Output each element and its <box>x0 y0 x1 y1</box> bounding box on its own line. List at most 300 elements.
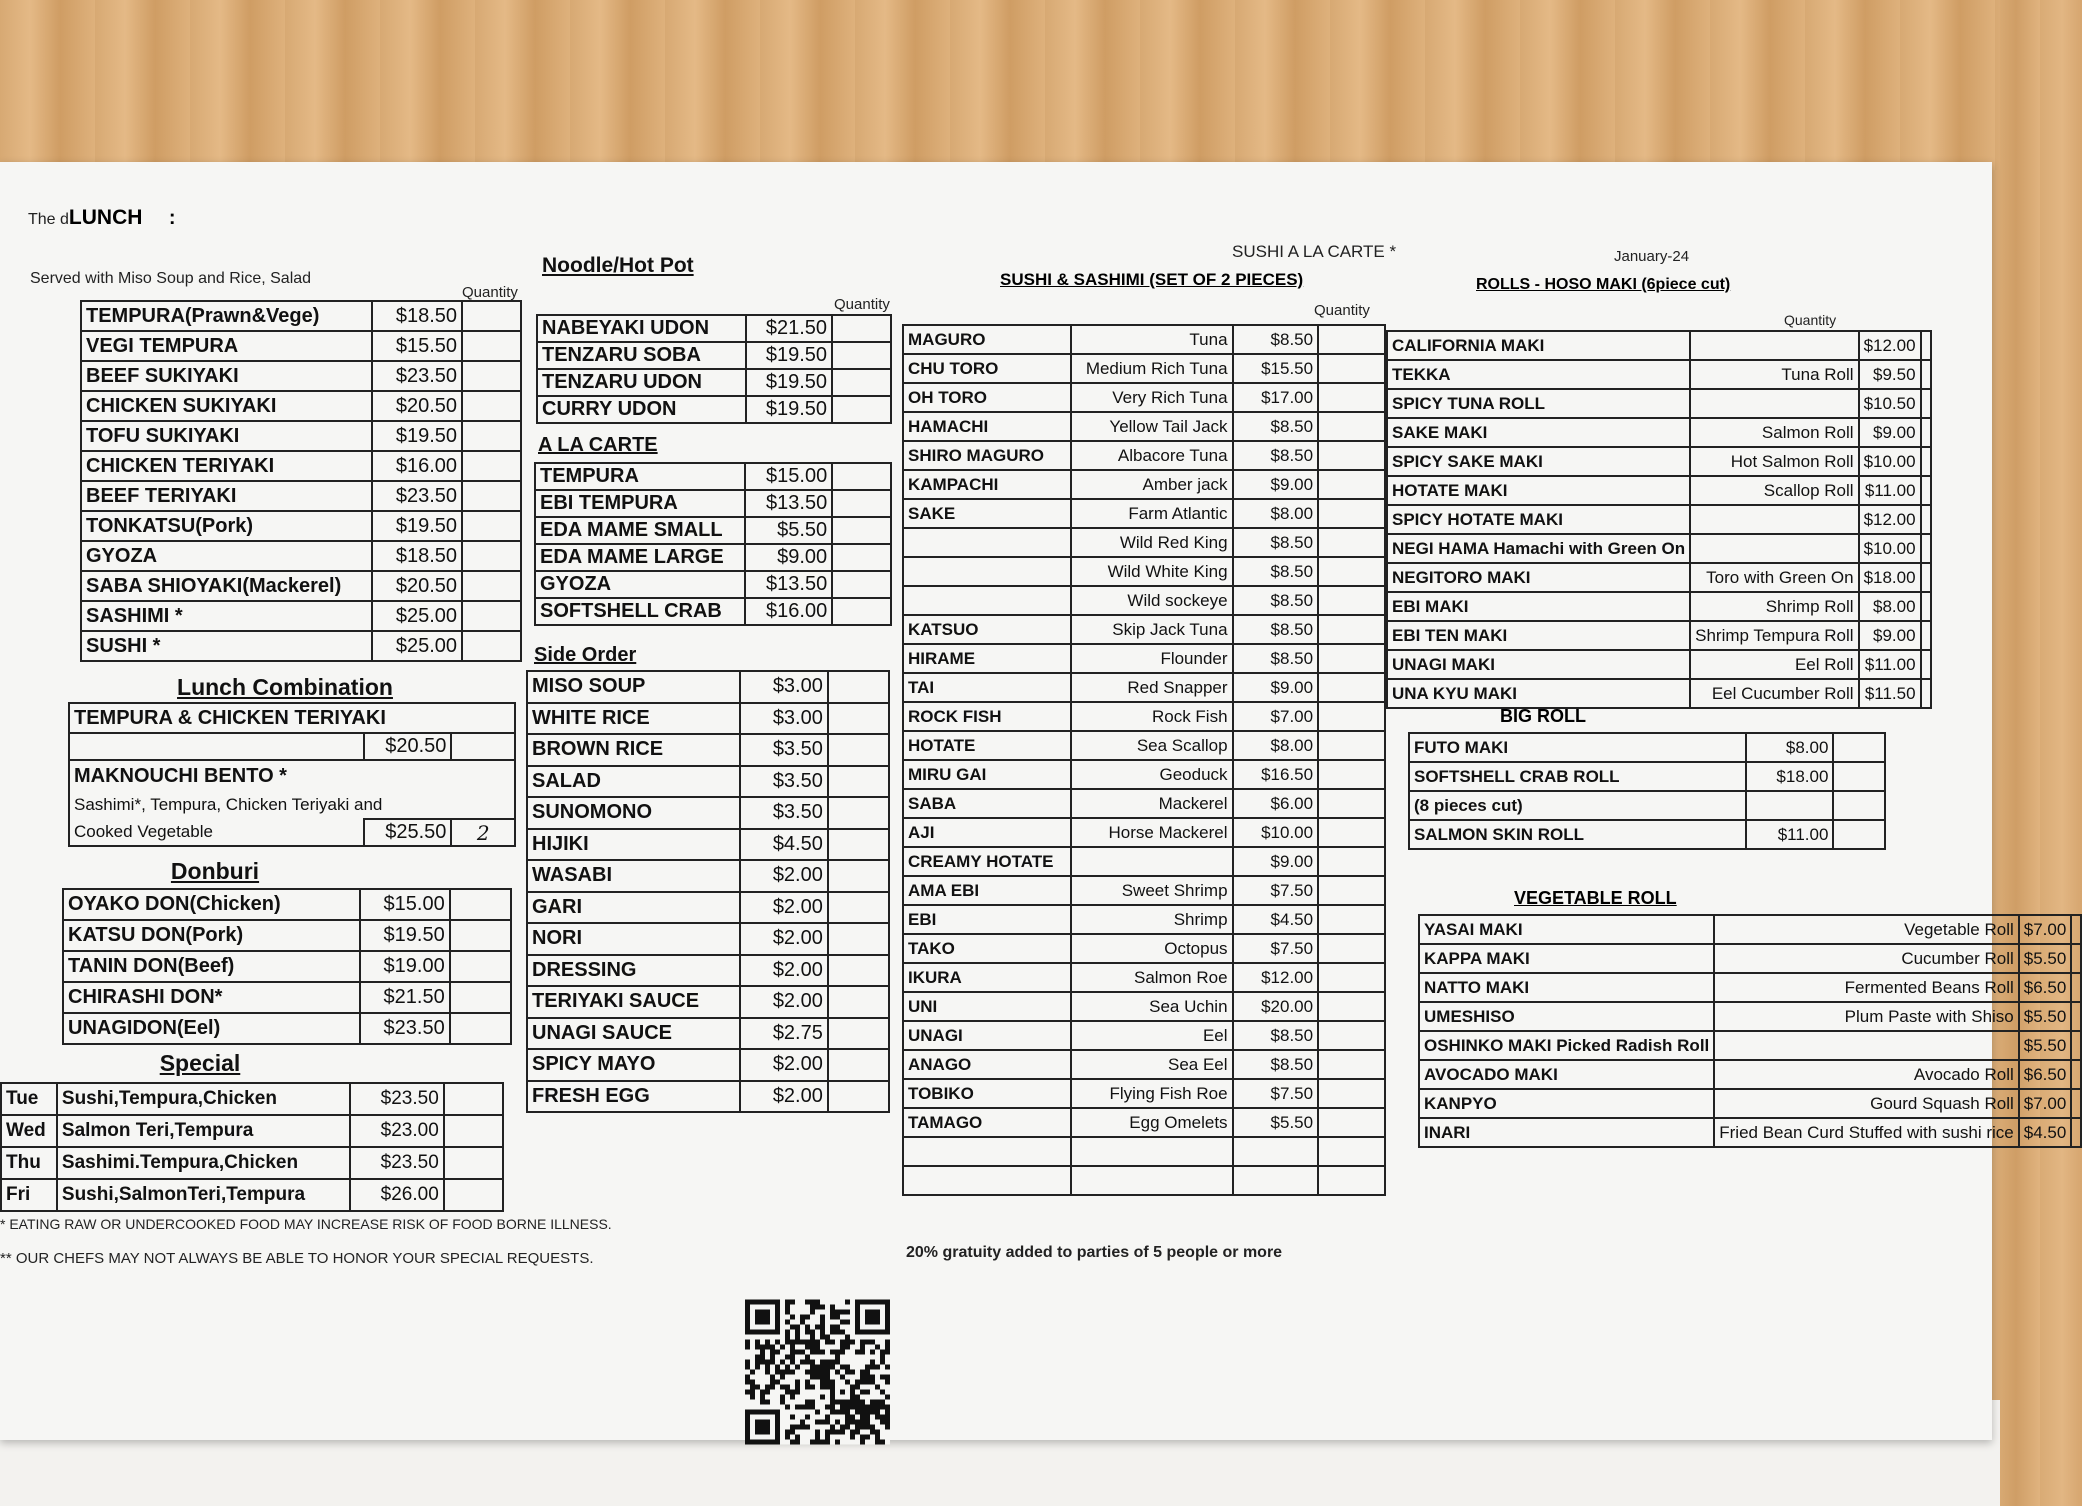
raw-food-warning: * EATING RAW OR UNDERCOOKED FOOD MAY INCREASE RISK OF FOOD BORNE ILLNESS. <box>0 1216 612 1232</box>
quantity-cell[interactable] <box>1318 673 1385 702</box>
item-name: UNAGI <box>903 1021 1071 1050</box>
quantity-cell[interactable] <box>1921 447 1931 476</box>
big-roll-title: BIG ROLL <box>1500 706 1586 726</box>
quantity-cell[interactable] <box>832 544 891 571</box>
item-price: $21.50 <box>360 982 450 1013</box>
item-price: $16.00 <box>745 598 833 625</box>
item-name: SOFTSHELL CRAB ROLL <box>1409 762 1746 791</box>
quantity-cell[interactable] <box>451 733 515 760</box>
roll-row <box>1387 331 1931 360</box>
roll-row <box>1387 563 1931 592</box>
item-description: Eel Cucumber Roll <box>1690 679 1858 708</box>
quantity-cell[interactable] <box>1921 534 1931 563</box>
quantity-cell[interactable] <box>832 396 891 423</box>
roll-row <box>1387 505 1931 534</box>
sushi-row <box>903 1021 1385 1050</box>
quantity-cell[interactable] <box>832 598 891 625</box>
item-price: $4.50 <box>1233 905 1319 934</box>
quantity-cell[interactable] <box>1318 441 1385 470</box>
quantity-cell[interactable] <box>828 1081 889 1113</box>
item-price: $8.00 <box>1859 592 1921 621</box>
item-name: OSHINKO MAKI Picked Radish Roll <box>1419 1031 1714 1060</box>
sushi-row <box>903 383 1385 412</box>
bento-quantity-handwritten[interactable]: 2 <box>451 819 515 846</box>
quantity-cell[interactable] <box>444 1115 503 1147</box>
side-order-table <box>526 670 890 1113</box>
quantity-cell[interactable] <box>828 797 889 829</box>
quantity-cell[interactable] <box>1318 963 1385 992</box>
quantity-cell[interactable] <box>462 571 521 601</box>
item-name: TENZARU UDON <box>537 369 746 396</box>
quantity-cell[interactable] <box>1318 557 1385 586</box>
quantity-cell[interactable] <box>832 369 891 396</box>
quantity-cell[interactable] <box>828 829 889 861</box>
alacarte-row <box>535 490 891 517</box>
item-description: Eel <box>1071 1021 1233 1050</box>
quantity-cell[interactable] <box>1318 1079 1385 1108</box>
item-description: Wild sockeye <box>1071 586 1233 615</box>
item-name: TERIYAKI SAUCE <box>527 986 740 1018</box>
sushi-row <box>903 934 1385 963</box>
quantity-cell[interactable] <box>2071 1118 2081 1147</box>
quantity-cell[interactable] <box>450 889 511 920</box>
day-label: Thu <box>1 1147 57 1179</box>
quantity-cell[interactable] <box>1921 476 1931 505</box>
item-description: Geoduck <box>1071 760 1233 789</box>
big-roll-row <box>1409 820 1885 849</box>
quantity-cell[interactable] <box>1833 762 1885 791</box>
quantity-cell[interactable] <box>1318 731 1385 760</box>
item-description: Fried Bean Curd Stuffed with sushi rice <box>1714 1118 2019 1147</box>
item-description: Octopus <box>1071 934 1233 963</box>
vegetable-roll-row <box>1419 1002 2081 1031</box>
item-price: $9.50 <box>1859 360 1921 389</box>
item-name: CALIFORNIA MAKI <box>1387 331 1690 360</box>
item-description <box>1690 534 1858 563</box>
sushi-row <box>903 1137 1385 1166</box>
item-name: NEGITORO MAKI <box>1387 563 1690 592</box>
item-price: $19.50 <box>746 369 832 396</box>
item-price: $3.00 <box>740 671 828 703</box>
item-price: $2.75 <box>740 1018 828 1050</box>
item-description: Tuna Roll <box>1690 360 1858 389</box>
combination-item-price: $20.50 <box>364 733 452 760</box>
quantity-cell[interactable] <box>828 892 889 924</box>
vegetable-roll-row <box>1419 1089 2081 1118</box>
quantity-cell[interactable] <box>462 511 521 541</box>
quantity-cell[interactable] <box>828 1049 889 1081</box>
sushi-row <box>903 789 1385 818</box>
item-name: UNAGI MAKI <box>1387 650 1690 679</box>
quantity-cell[interactable] <box>462 481 521 511</box>
item-name: IKURA <box>903 963 1071 992</box>
quantity-cell[interactable] <box>1318 702 1385 731</box>
sushi-row <box>903 441 1385 470</box>
item-price: $23.50 <box>372 481 462 511</box>
quantity-cell[interactable] <box>1318 528 1385 557</box>
item-description: Salmon Roll <box>1690 418 1858 447</box>
item-name: HIRAME <box>903 644 1071 673</box>
sushi-alacarte-label: SUSHI A LA CARTE * <box>1232 242 1397 261</box>
alacarte-row <box>535 544 891 571</box>
side-order-row <box>527 829 889 861</box>
special-table <box>0 1082 504 1212</box>
quantity-cell[interactable] <box>1921 592 1931 621</box>
sushi-row <box>903 992 1385 1021</box>
quantity-cell[interactable] <box>1921 679 1931 708</box>
quantity-cell[interactable] <box>1833 791 1885 820</box>
vegetable-roll-row <box>1419 1060 2081 1089</box>
special-row <box>1 1147 503 1179</box>
quantity-cell[interactable] <box>462 631 521 661</box>
quantity-cell[interactable] <box>2071 1031 2081 1060</box>
big-roll-row <box>1409 762 1885 791</box>
item-name: TAI <box>903 673 1071 702</box>
item-price: $7.50 <box>1233 876 1319 905</box>
donburi-title: Donburi <box>170 858 260 884</box>
sushi-row <box>903 673 1385 702</box>
item-price: $10.00 <box>1859 534 1921 563</box>
quantity-cell[interactable] <box>832 342 891 369</box>
lunch-quantity-label: Quantity <box>462 284 518 301</box>
item-name: GARI <box>527 892 740 924</box>
item-price: $15.00 <box>745 463 833 490</box>
sushi-row <box>903 586 1385 615</box>
item-price: $2.00 <box>740 923 828 955</box>
item-price: $5.50 <box>2019 1002 2072 1031</box>
sushi-row <box>903 470 1385 499</box>
quantity-cell[interactable] <box>1318 615 1385 644</box>
quantity-cell[interactable] <box>462 601 521 631</box>
side-order-row <box>527 892 889 924</box>
item-name: NORI <box>527 923 740 955</box>
item-price: $8.50 <box>1233 1050 1319 1079</box>
roll-row <box>1387 679 1931 708</box>
quantity-cell[interactable] <box>444 1083 503 1115</box>
item-price: $3.50 <box>740 797 828 829</box>
item-description: Yellow Tail Jack <box>1071 412 1233 441</box>
lunch-row <box>81 301 521 331</box>
item-description <box>1690 331 1858 360</box>
quantity-cell[interactable] <box>1318 876 1385 905</box>
sushi-row <box>903 818 1385 847</box>
quantity-cell[interactable] <box>450 951 511 982</box>
donburi-row <box>63 889 511 920</box>
item-name: EBI TEMPURA <box>535 490 745 517</box>
item-name: HOTATE <box>903 731 1071 760</box>
quantity-cell[interactable] <box>832 517 891 544</box>
item-price: $23.00 <box>350 1115 444 1147</box>
item-name: NATTO MAKI <box>1419 973 1714 1002</box>
item-price: $9.00 <box>1233 470 1319 499</box>
alacarte-row <box>535 517 891 544</box>
alacarte-table <box>534 462 892 626</box>
item-name: NABEYAKI UDON <box>537 315 746 342</box>
side-order-row <box>527 766 889 798</box>
donburi-table <box>62 888 512 1045</box>
quantity-cell[interactable] <box>1318 1050 1385 1079</box>
item-price: $11.00 <box>1746 820 1834 849</box>
quantity-cell[interactable] <box>1921 389 1931 418</box>
item-description: Gourd Squash Roll <box>1714 1089 2019 1118</box>
day-label: Tue <box>1 1083 57 1115</box>
item-price: $7.00 <box>1233 702 1319 731</box>
quantity-cell[interactable] <box>2071 915 2081 944</box>
quantity-cell[interactable] <box>1318 934 1385 963</box>
header-prefix: The d <box>28 211 69 228</box>
item-name: ANAGO <box>903 1050 1071 1079</box>
quantity-cell[interactable] <box>1318 1021 1385 1050</box>
menu-header <box>28 206 176 230</box>
item-name: CHICKEN TERIYAKI <box>81 451 372 481</box>
quantity-cell[interactable] <box>828 923 889 955</box>
item-description: Albacore Tuna <box>1071 441 1233 470</box>
quantity-cell[interactable] <box>2071 1002 2081 1031</box>
item-name <box>903 557 1071 586</box>
item-name: TOBIKO <box>903 1079 1071 1108</box>
quantity-cell[interactable] <box>828 1018 889 1050</box>
quantity-cell[interactable] <box>828 766 889 798</box>
item-name: UMESHISO <box>1419 1002 1714 1031</box>
quantity-cell[interactable] <box>1318 818 1385 847</box>
item-price <box>1233 1137 1319 1166</box>
quantity-cell[interactable] <box>1833 820 1885 849</box>
side-order-row <box>527 671 889 703</box>
item-name: MAGURO <box>903 325 1071 354</box>
item-price: $4.50 <box>740 829 828 861</box>
item-price: $2.00 <box>740 1081 828 1113</box>
quantity-cell[interactable] <box>1318 383 1385 412</box>
item-price: $5.50 <box>2019 944 2072 973</box>
noodle-table <box>536 314 892 424</box>
special-row <box>1 1179 503 1211</box>
item-price: $23.50 <box>350 1083 444 1115</box>
quantity-cell[interactable] <box>828 734 889 766</box>
item-name: TEMPURA(Prawn&Vege) <box>81 301 372 331</box>
item-name: SASHIMI * <box>81 601 372 631</box>
alacarte-row <box>535 571 891 598</box>
noodle-row <box>537 369 891 396</box>
sushi-row <box>903 1166 1385 1195</box>
quantity-cell[interactable] <box>1318 470 1385 499</box>
item-name: AVOCADO MAKI <box>1419 1060 1714 1089</box>
side-order-row <box>527 860 889 892</box>
item-name: CURRY UDON <box>537 396 746 423</box>
item-name: SALMON SKIN ROLL <box>1409 820 1746 849</box>
combination-item-name: TEMPURA & CHICKEN TERIYAKI <box>69 703 515 733</box>
item-price: $5.50 <box>745 517 833 544</box>
item-description: Shrimp Roll <box>1690 592 1858 621</box>
quantity-cell[interactable] <box>1921 331 1931 360</box>
quantity-cell[interactable] <box>450 982 511 1013</box>
sushi-quantity-label: Quantity <box>1314 302 1370 319</box>
item-price: $19.50 <box>372 421 462 451</box>
item-price: $21.50 <box>746 315 832 342</box>
date-label: January-24 <box>1614 248 1690 265</box>
noodle-quantity-label: Quantity <box>834 296 890 313</box>
item-description: Egg Omelets <box>1071 1108 1233 1137</box>
quantity-cell[interactable] <box>1318 1108 1385 1137</box>
item-price: $19.50 <box>746 342 832 369</box>
item-price: $18.00 <box>1859 563 1921 592</box>
item-name: ROCK FISH <box>903 702 1071 731</box>
sushi-row <box>903 731 1385 760</box>
sushi-row <box>903 412 1385 441</box>
item-price: $6.50 <box>2019 973 2072 1002</box>
item-name: BEEF TERIYAKI <box>81 481 372 511</box>
noodle-row <box>537 396 891 423</box>
quantity-cell[interactable] <box>1318 760 1385 789</box>
quantity-cell[interactable] <box>450 920 511 951</box>
sushi-row <box>903 325 1385 354</box>
quantity-cell[interactable] <box>828 703 889 735</box>
quantity-cell[interactable] <box>462 331 521 361</box>
item-name: Sushi,Tempura,Chicken <box>57 1083 350 1115</box>
item-name: SPICY SAKE MAKI <box>1387 447 1690 476</box>
item-name: SHIRO MAGURO <box>903 441 1071 470</box>
item-price: $2.00 <box>740 1049 828 1081</box>
big-roll-row <box>1409 791 1885 820</box>
item-name: SAKE <box>903 499 1071 528</box>
item-name: TEKKA <box>1387 360 1690 389</box>
vegetable-roll-row <box>1419 1031 2081 1060</box>
item-description: Tuna <box>1071 325 1233 354</box>
quantity-cell[interactable] <box>1318 992 1385 1021</box>
quantity-cell[interactable] <box>1318 354 1385 383</box>
quantity-cell[interactable] <box>1318 905 1385 934</box>
lunch-row <box>81 331 521 361</box>
item-description: Sweet Shrimp <box>1071 876 1233 905</box>
item-price: $23.50 <box>360 1013 450 1044</box>
item-price: $10.00 <box>1233 818 1319 847</box>
item-price: $9.00 <box>1859 418 1921 447</box>
quantity-cell[interactable] <box>828 860 889 892</box>
side-order-row <box>527 734 889 766</box>
item-price <box>1746 791 1834 820</box>
item-name: FRESH EGG <box>527 1081 740 1113</box>
quantity-cell[interactable] <box>1833 733 1885 762</box>
item-name: UNAGI SAUCE <box>527 1018 740 1050</box>
quantity-cell[interactable] <box>1921 360 1931 389</box>
item-price: $13.50 <box>745 571 833 598</box>
quantity-cell[interactable] <box>1318 325 1385 354</box>
quantity-cell[interactable] <box>832 490 891 517</box>
item-price: $8.50 <box>1233 586 1319 615</box>
item-name: NEGI HAMA Hamachi with Green On <box>1387 534 1690 563</box>
item-description <box>1071 1166 1233 1195</box>
quantity-cell[interactable] <box>1318 847 1385 876</box>
noodle-row <box>537 342 891 369</box>
quantity-cell[interactable] <box>828 986 889 1018</box>
side-order-row <box>527 703 889 735</box>
quantity-cell[interactable] <box>1921 418 1931 447</box>
quantity-cell[interactable] <box>1921 505 1931 534</box>
vegetable-roll-table <box>1418 914 2082 1148</box>
lunch-row <box>81 481 521 511</box>
item-name: TANIN DON(Beef) <box>63 951 360 982</box>
sushi-row <box>903 1050 1385 1079</box>
quantity-cell[interactable] <box>444 1179 503 1211</box>
quantity-cell[interactable] <box>1318 1166 1385 1195</box>
sushi-row <box>903 557 1385 586</box>
item-name: Sashimi.Tempura,Chicken <box>57 1147 350 1179</box>
quantity-cell[interactable] <box>832 463 891 490</box>
quantity-cell[interactable] <box>2071 1060 2081 1089</box>
vegetable-roll-row <box>1419 973 2081 1002</box>
item-price: $5.50 <box>1233 1108 1319 1137</box>
item-name: HIJIKI <box>527 829 740 861</box>
quantity-cell[interactable] <box>1318 586 1385 615</box>
item-name: UNAGIDON(Eel) <box>63 1013 360 1044</box>
item-name: MIRU GAI <box>903 760 1071 789</box>
item-description: Toro with Green On <box>1690 563 1858 592</box>
quantity-cell[interactable] <box>462 541 521 571</box>
quantity-cell[interactable] <box>1318 644 1385 673</box>
quantity-cell[interactable] <box>2071 973 2081 1002</box>
quantity-cell[interactable] <box>462 421 521 451</box>
menu-sheet <box>0 162 2067 1440</box>
item-name: MISO SOUP <box>527 671 740 703</box>
quantity-cell[interactable] <box>828 955 889 987</box>
alacarte-row <box>535 598 891 625</box>
item-name: EBI MAKI <box>1387 592 1690 621</box>
item-description: Red Snapper <box>1071 673 1233 702</box>
item-name: KATSU DON(Pork) <box>63 920 360 951</box>
item-name: VEGI TEMPURA <box>81 331 372 361</box>
quantity-cell[interactable] <box>1921 563 1931 592</box>
item-description: Farm Atlantic <box>1071 499 1233 528</box>
quantity-cell[interactable] <box>2071 944 2081 973</box>
item-description <box>1714 1031 2019 1060</box>
quantity-cell[interactable] <box>2071 1089 2081 1118</box>
quantity-cell[interactable] <box>462 301 521 331</box>
header-colon: : <box>168 207 176 229</box>
item-price: $20.50 <box>372 391 462 421</box>
quantity-cell[interactable] <box>444 1147 503 1179</box>
quantity-cell[interactable] <box>1921 621 1931 650</box>
quantity-cell[interactable] <box>1921 650 1931 679</box>
quantity-cell[interactable] <box>832 315 891 342</box>
alacarte-row <box>535 463 891 490</box>
special-row <box>1 1115 503 1147</box>
item-name: SUNOMONO <box>527 797 740 829</box>
quantity-cell[interactable] <box>1318 499 1385 528</box>
sushi-row <box>903 847 1385 876</box>
quantity-cell[interactable] <box>462 361 521 391</box>
item-description: Wild Red King <box>1071 528 1233 557</box>
noodle-row <box>537 315 891 342</box>
item-name: TONKATSU(Pork) <box>81 511 372 541</box>
item-price: $25.00 <box>372 601 462 631</box>
quantity-cell[interactable] <box>450 1013 511 1044</box>
vegetable-roll-title: VEGETABLE ROLL <box>1514 888 1677 908</box>
roll-row <box>1387 389 1931 418</box>
quantity-cell[interactable] <box>462 391 521 421</box>
quantity-cell[interactable] <box>1318 1137 1385 1166</box>
item-price: $5.50 <box>2019 1031 2072 1060</box>
quantity-cell[interactable] <box>832 571 891 598</box>
sushi-table <box>902 324 1386 1196</box>
quantity-cell[interactable] <box>1318 789 1385 818</box>
item-price: $7.50 <box>1233 934 1319 963</box>
qr-code-icon[interactable] <box>745 1298 890 1446</box>
item-price: $17.00 <box>1233 383 1319 412</box>
lunch-row <box>81 391 521 421</box>
quantity-cell[interactable] <box>1318 412 1385 441</box>
item-name: SPICY TUNA ROLL <box>1387 389 1690 418</box>
quantity-cell[interactable] <box>828 671 889 703</box>
quantity-cell[interactable] <box>462 451 521 481</box>
